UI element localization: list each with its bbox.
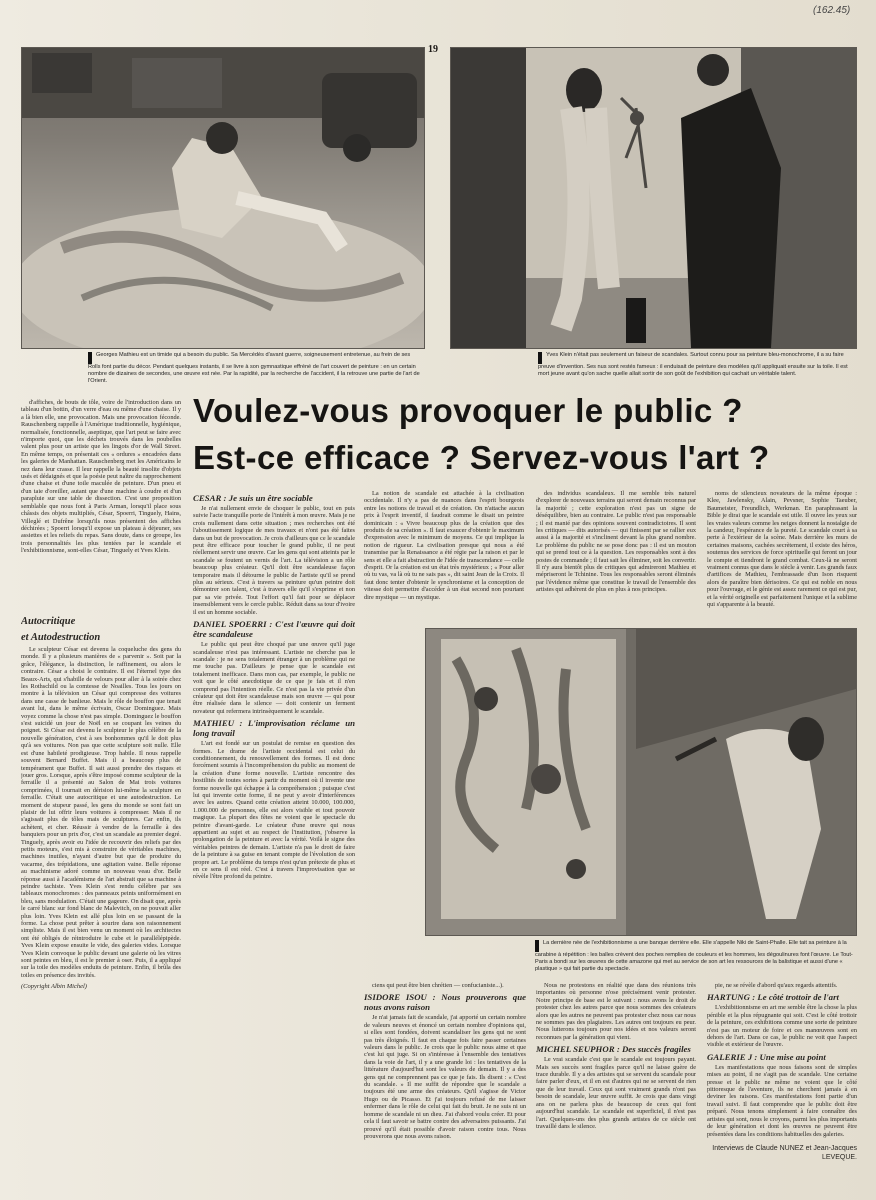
column-lower-c (707, 982, 857, 1192)
column-lower-a (364, 982, 526, 1192)
column-right-top (707, 490, 857, 620)
photo-klein-illustration (451, 48, 856, 348)
photo-niki-de-saint-phalle (425, 628, 857, 936)
caption-mathieu-text: Georges Mathieu est un timide qui a besoin du public. Sa Mercédès d'avant guerre, soigneusement entretenue, au frein de ses Rolls font partie du décor. Pendant quelques instants, il se livre à son gymnastique effréné de l'art couvert de peinture : en un certain nombre de dizaines de secondes, une œuvre est née. Par la rapidité, par la recherche de l'accident, il la retrouve une partie de l'art de l'Orient. (88, 352, 420, 384)
photo-mathieu-painting (21, 47, 425, 349)
archive-mark: (162.45) (813, 5, 851, 16)
article-text: pie, ne se révèle d'abord qu'aux regards attentifs. (715, 982, 838, 989)
photo-mathieu-illustration (22, 48, 424, 348)
section-heading: Autocritique (21, 616, 76, 627)
caption-niki (535, 940, 855, 973)
caption-bar (535, 940, 539, 952)
interview-heading-seuphor: MICHEL SEUPHOR : Des succès fragiles (536, 1044, 691, 1055)
column-left-lower (21, 612, 181, 1190)
article-text: noms de silencieux novateurs de la même époque : Klee, Jawlensky, Alain, Pevsner, Sophie Taeuber, Baumeister, Freundlich, Werkman. En paraphrasant la Bible je dirai que le scandale est utile. Il ouvre les yeux sur les vraies valeurs comme les neiges donnent la nostalgie de la candeur, l'espérance de la pureté. Le scandale court à sa perte à l'extérieur de la scène. Mais derrière les murs de certaines maisons, cachées secrètement, il existe des héros, soutenus des services de force spirituelle qui feront un jour le compte et tiendront le grand combat. Ceux-là ne seront vraiment connus que dans le siècle à venir. Les grands faux d'artifices de Mathieu, l'embrassade d'un Ison risquent alors de paraître bien dérisoires. Ce qui est noble en nous pour l'ouvrage, et le génie est assez rarement ce qui est pur, et la vérité originelle est parfaitement l'unique et la sublime qui s'apparente à la beauté. (707, 490, 857, 609)
interview-text-galerie-j: Les manifestations que nous faisons sont de simples mises au point, il ne s'agit pas de scandale. Une certaine presse et le public ne même ne voient que le côté pittoresque de l'aventure, ils ne cherchent jamais à en deviner les raisons. Ces manifestations font partie d'un travail suivi. Il faut comprendre que le public doit être préparé. Nous tenons simplement à faire connaître des artistes qui sont, nous le croyons, parmi les plus importants de leur génération et dont les œuvres ne peuvent être présentées dans les conditions habituelles des galeries. (707, 1063, 857, 1138)
interview-heading-spoerri: DANIEL SPOERRI : C'est l'œuvre qui doit être scandaleuse (193, 619, 355, 640)
interview-heading-hartung: HARTUNG : Le côté trottoir de l'art (707, 992, 839, 1003)
photo-yves-klein (450, 47, 857, 349)
interview-credit: Interviews de Claude NUNEZ et Jean-Jacques LEVEQUE. (712, 1144, 857, 1161)
photo-niki-illustration (426, 629, 856, 935)
copyright-credit: (Copyright Albin Michel) (21, 983, 87, 991)
interview-text-seuphor: Le vrai scandale c'est que le scandale est toujours payant. Mais ses succès sont fragiles parce qu'il ne laisse guère de trace durable. Il y a des artistes qui se servent du scandale pour faire parler d'eux, et il en est d'autres qui ne se servent de rien que de leur travail. Ceux qui sont vraiment grands n'ont pas besoin de scandale, leur œuvre suffit. Je crois que dans vingt ans on ne parlera plus de beaucoup de ceux qui font aujourd'hui scandale. Le scandale est superficiel, il n'est pas l'art. Quelques-uns des plus grands artistes de ce siècle ont travaillé dans le silence. (536, 1056, 696, 1130)
interview-heading-isou: ISIDORE ISOU : Nous prouverons que nous avons raison (364, 992, 526, 1013)
interview-heading-cesar: CESAR : Je suis un être sociable (193, 493, 313, 503)
caption-klein (538, 352, 854, 378)
caption-mathieu (88, 352, 420, 385)
column-middle (193, 490, 355, 1030)
column-left-top (21, 399, 181, 607)
article-text: La notion de scandale est attachée à la civilisation occidentale. Il n'y a pas de nuances dans l'esprit bourgeois entre les notions de travail et de création. On n'attache aucun prix à l'esprit inventif, il faudrait comme le disait un peintre dominicain : « Vivre beaucoup plus de la création que des produits de sa création ». Il faut exaucer d'obtenir le maximum d'expression avec le minimum de moyens. Ce qui implique la notion de rigueur. La civilisation presque qui nous a été transmise par la Renaissance a été régie par la raison et par le sens et elle a fait abstraction de l'idée de transcendance — celle d'esprit. Or la création est un état très mystérieux ; « Pour aller où tu vas, va là où tu ne sais pas », dit saint Jean de la Croix. Il faut donc tenter d'obtenir le synchronisme et la conception de vitesse doit permettre d'accéder à un état second non pourtant dire mystique — un mystique. (364, 490, 524, 601)
article-text: Le sculpteur César est devenu la coqueluche des gens du monde. Il y a plusieurs manières de « parvenir ». Soit par la grâce, l'élégance, la distinction, le raffinement, ou alors le contraire. César a choisi le contraire. Il est l'éternel type des Beaux-Arts, qui s'habille de velours pour aller à la soirée chez les Rothschild ou la comtesse de Noailles. Tous les jours on montre à la télévision un César qui compresse des voitures dans une casse de banlieue. Mais le rôle de bouffon que tenait avant lui, dans le même écrivain, Oscar Dominguez. Mais voyez comme la chose n'est pas simple. Dominguez le bouffon s'est suicidé un jour de Noël en se coupant les veines du poignet. Si César est devenu le sculpteur le plus célèbre de la nouvelle génération, c'est à ses bonhommes qu'il le doit plus qu'à ses voitures. Non pas que cette sculpture soit nulle. Elle est d'une habileté prodigieuse. Trop habile. Il nous rappelle souvent Bernard Buffet. Mais il a beaucoup plus de tempérament que Buffet. Il sait aussi prendre des risques et jouer gros. Lorsque, après s'être imposé comme sculpteur de la ferraille il a présenté au Salon de Mai trois voitures comprimées, il tournait en dérision lui-même la sculpture en ferraille. C'était une autocritique et une autodestruction. Le moment de stupeur passé, les gens du monde se sont fait un plaisir de lui offrir leurs voitures à compresser. Mais il ne s'agissait plus de tôles mais de sculptures. Car enfin, ils achètent, et cher. Réussir à vendre de la ferraille à des banquiers pour un prix d'or, c'est un scandale au premier degré. Tinguely, après avoir eu l'idée de recouvrir des reliefs par des petits moteurs, s'est mis à construire de véritables machines, machines inutiles, n'ayant d'autre but que de produire du vacarme, des trépidations, une agitation vaine. Belle réponse au machinisme adoré comme un nouveau veau d'or. Belle réponse aussi à l'académisme de l'art abstrait que sa machine à peindre tachiste. Yves Klein s'est rendu célèbre par ses tableaux monochromes : des panneaux peints uniformément en bleu, sans modulation. C'était une gageure. On disait que, après le carré blanc sur fond blanc de Malevitch, on ne pouvait aller plus loin. Yves Klein est allé plus loin en se passant de la forme. La chose peut prêter à sourire dans son raisonnement simpliste. Mais il est bien venu un moment où les architectes ont été obligés de réintroduire le cube et le parallélépipède. Yves Klein expose ensuite le vide, des galeries vides. Lorsque Yves Klein convoque le public devant une galerie où les vitres sont peintes en bleu, il est le premier à oser. Puis, il a appliqué sur la toile des modèles enduits de peinture. Enfin, il brûla des toiles en présence des invités. (21, 646, 181, 979)
article-text: Nous ne protestons en réalité que dans des réunions très importantes où personne n'ose précisément venir protester. Notre principe de base est le suivant : nous avons le droit de protester chez les autres parce que nous sommes des créateurs alors que les autres ne peuvent pas protester chez nous car nous ne sommes pas des plagiaires. Les autres ont toujours eu peur. Nous lutterons toujours pour nos idées et nos valeurs seront reconnues par la génération qui vient. (536, 982, 696, 1041)
caption-klein-text: Yves Klein n'était pas seulement un faiseur de scandales. Surtout connu pour sa peinture bleu-monochrome, il a su faire preuve d'invention. Ses nus sont restés fameux : il enduisait de peinture des modèles qu'il appliquait ensuite sur la toile. Il est mort jeune avant qu'on sache quelle allait sortir de son goût de l'exhibition qui cachait un véritable talent. (538, 352, 848, 377)
caption-bar (88, 352, 92, 364)
section-heading: et Autodestruction (21, 631, 101, 643)
interview-text-isou: Je n'ai jamais fait de scandale, j'ai apporté un certain nombre de valeurs neuves et énoncé un certain nombre d'opinions qui, si elles sont fondées, doivent scandaliser les gens qui ne sont pas très éloignés. Il faut en chaque fois faire passer certaines valeurs dans le public. Je crois que le public nous aime et que c'est lui qui juge. Si on s'intéresse à l'ensemble des tentatives dans la voie de l'art, il y a une grande loi : les tentatives de la littérature d'aujourd'hui sont les valeurs de demain. Il y a des gens qui ne comprennent pas ce que je fais. Ils disent : « C'est du scandale. » Il me suffit de répondre que le scandale a toujours été une arme des créateurs. Qu'il s'agisse de Victor Hugo ou de Picasso. Et j'ai toujours refusé de me laisser enfermer dans le rôle de celui qui fait du bruit. Je ne suis ni un homme de scandale ni un dieu. J'ai d'abord voulu créer. Et pour cela il faut savoir se battre contre des adversaires puissants. J'ai prouvé qu'il était possible d'avoir raison contre tous. Nous prouverons que nous avons raison. (364, 1014, 526, 1140)
interview-heading-mathieu: MATHIEU : L'improvisation réclame un long travail (193, 718, 355, 739)
caption-bar (538, 352, 542, 364)
caption-niki-text: La dernière née de l'exhibitionnisme a une banque derrière elle. Elle s'appelle Niki de Saint-Phalle. Elle tait sa peinture à la carabine à répétition : les balles crèvent des poches remplies de couleurs et les hommes, les dégoulinures font l'œuvre. Le Tout-Paris a bondi sur les œuvres de cette amazone qui met au service de son art les ressources de la balistique et aussi d'une « plastique » qui fait partie du spectacle. (535, 940, 853, 972)
article-text: des individus scandaleux. Il me semble très naturel d'explorer de nouveaux terrains qui seront demain reconnus par la majorité ; cette exploration n'est pas un signe de déséquilibre, bien au contraire. Le public n'est pas responsable ; il est manié par des opinions souvent contradictoires. Il sont les critiques — dits autorisés — qui finissent par se rallier eux aussi à la majorité et s'inclinent devant la plus grand nombre. Le problème du public ne se pose donc pas : il est un mouton qui se prend tout ce à la question. Les responsables sont à des postes de commande ; il faut sait les éliminer, soit les convertir. Il n'y aura bientôt plus de critiques qui admireront Mathieu et mépriseront le Tchinine. Tous les responsables seront éliminés par l'évidence même que constitue le travail de l'ensemble des artistes qui adhèrent de plus en plus à nos principes. (536, 490, 696, 594)
article-text: d'affiches, de bouts de tôle, voire de l'introduction dans un tableau d'un bottin, d'un verre d'eau ou même d'une chaise. Il y a là bien elle, une provocation. Mais une provocation féconde. Rauschenberg rappelle à l'Amérique traditionnelle, hygiénique, normalisée, fonctionnelle, aseptique, que l'art peut se faire avec n'importe quoi, que les déchets trouvés dans les poubelles valent plus pour un artiste que les lingots d'or de Wall Street. En même temps, on présentait ces « ordures » encadrées dans les galeries de Manhattan. Rauschenberg met les Américains le nez dans leur crasse. Il leur rappelle la beauté insolite d'objets usés et dédaignés et que la poésie peut naître du rapprochement d'une chaise et d'une toile maculée de peinture. D'un pneu et d'un taie d'oreiller, autant que d'une machine à coudre et d'un parapluie sur une table de dissection. C'est une proposition semblable que nous font à Paris Arman, lorsqu'il place sous châssis des objets multipliés, César, Spoerri, Tinguely, Hains, Villeglé et Dufrêne lorsqu'ils nous présentent des affiches déchirées ; Spoerri lorsqu'il expose un plateau à déjeuner, ses assiettes et les reliefs du repas. Sans doute, dans ce groupe, les trois personnalités les plus tentées par le scandale et l'exhibitionnisme, sont-elles César, Tinguely et Yves Klein. (21, 399, 181, 555)
interview-text-mathieu: L'art est fondé sur un postulat de remise en question des formes. Le drame de l'artiste occidental est celui du conditionnement, du renouvellement des formes. Il est donc forcément soumis à l'incompréhension du public au moment de la création d'une forme nouvelle. L'artiste rencontre des hostilités de toutes sortes à partir du moment où il invente une forme nouvelle qui échappe à la compréhension ; puisque c'est lui qui invente cette forme, il ne peut y avoir d'interférences avec les autres. Quand cette création atteint 10.000, 100.000, 1.000.000 de personnes, elle est alors visible et tout pouvoir magique. La plupart des fêtes ne voient que le spectacle du peintre d'avant-garde. Le créateur d'une œuvre qui nous appartient au sujet et au respect de l'institution, j'observe la prolongation de la peinture et avec la vérité. Voilà le signe des véritables peintres de demain. L'artiste n'a pas le droit de faire de la peinture à sa guise en tenant compte de l'évolution de son propre art. Le problème du temps n'est qu'un prétexte de plus et en ce sens il est réel. C'est à travers l'improvisation que se révèle l'être profond du peintre. (193, 740, 355, 881)
column-center-a (364, 490, 524, 620)
column-lower-b (536, 982, 696, 1192)
headline-line-2: Est-ce efficace ? Servez-vous l'art ? (193, 439, 770, 476)
interview-text-cesar: Je n'ai nullement envie de choquer le public, tout en puis suivie l'acte tranquille porte de l'intérêt à mon œuvre. Mais je ne crois nullement dans cette situation ; mes recherches ont été l'aboutissement logique de mes travaux et n'ont pas été faites dans un but de provocation. Je crois d'ailleurs que ce le scandale peut être efficace pour toucher le grand public, il ne peut réellement servir une œuvre. Car les gens qui sont atteints par le scandale se foutent un vernis de l'art. La télévision a un rôle beaucoup plus créateur. Qu'il doit être scandaleuse façon temporaire mais il détourne le public de l'artiste qu'il se prend plus au sérieux. C'est à travers sa peinture qu'un peintre doit démontrer son talent, c'est à travers elle qu'il s'exprime et non par sa vie privée. Tout l'effort qu'il fait pour se déplacer insensiblement vers le cercle public. Réduit dans sa tour d'ivoire il est un homme sociable. (193, 505, 355, 616)
interview-heading-galerie-j: GALERIE J : Une mise au point (707, 1051, 826, 1062)
headline-line-1: Voulez-vous provoquer le public ? (193, 392, 743, 429)
interview-text-hartung: L'exhibitionnisme en art me semble être la chose la plus pénible et la plus répugnante qui soit. C'est le côté trottoir de la peinture, ces exhibitions comme une sorte de peinture n'est pas un moteur de foire et ces manœuvres sont en dehors de l'art. Dans ce cas, le public ne voit que l'aspect visible et extérieur de l'œuvre. (707, 1004, 857, 1049)
interview-text-spoerri: Le public qui peut être choqué par une œuvre qu'il juge scandaleuse n'est pas intéressant. L'artiste ne cherche pas le scandale : je ne sens totalement étranger à un problème qui ne me touche pas. D'ailleurs je pense que le scandale est totalement inefficace. Dans mon cas, par exemple, le public ne voit que le côté anecdotique de ce que je fais et il n'en comprend pas l'intention réelle. Ce n'est pas la vie privée d'un créateur qui doit être scandaleuse mais son œuvre — qui pour être réalisée dans le silence — doit contenir un ferment novateur qui refermera intrinsèquement le scandale. (193, 641, 355, 715)
page-number: 19 (428, 44, 438, 55)
column-center-b (536, 490, 696, 620)
article-text: ciens qui peut être bien chrétien — confucianiste...). (372, 982, 504, 989)
